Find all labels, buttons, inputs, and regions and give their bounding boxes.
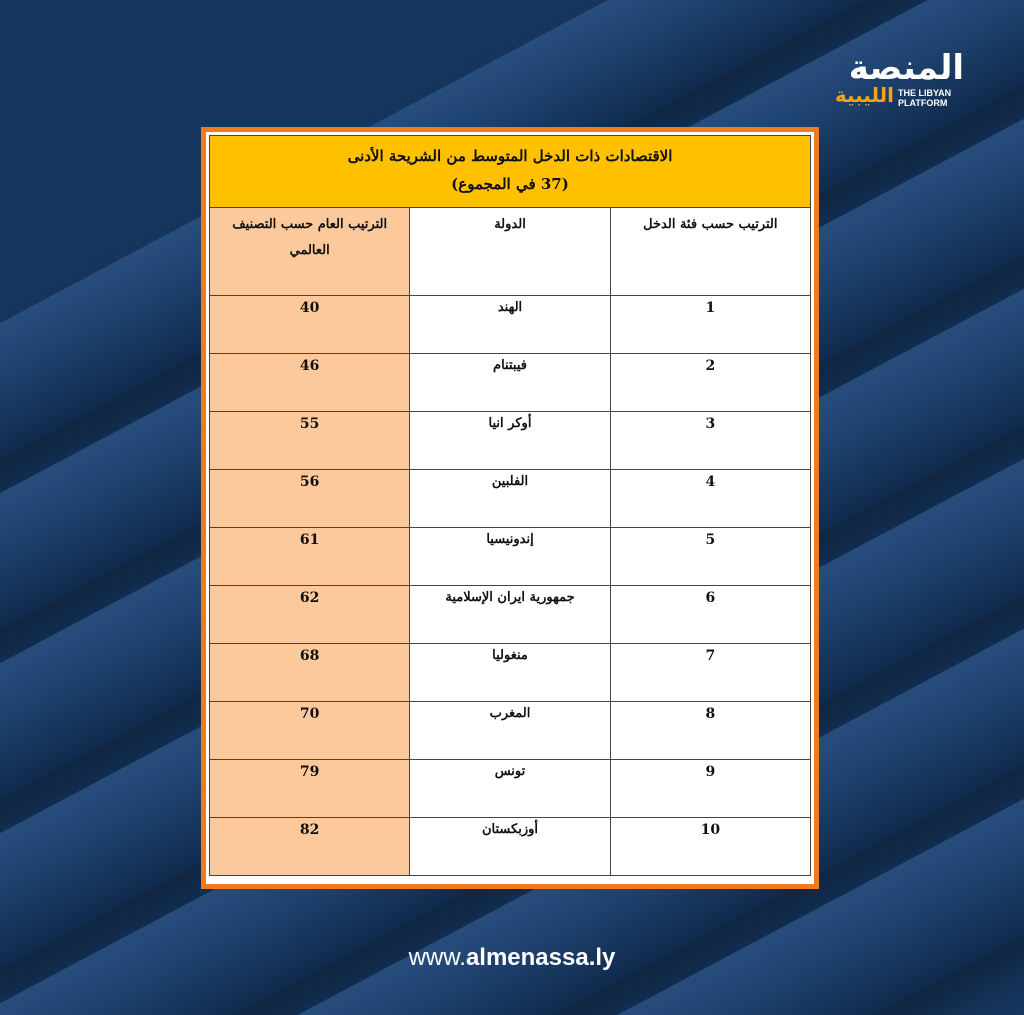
- table-row: [210, 528, 811, 586]
- header-income-rank: الترتيب حسب فئة الدخل: [610, 208, 810, 296]
- income-rank-cell: 6: [610, 586, 810, 644]
- url-suffix: .ly: [588, 944, 616, 971]
- table-row: [210, 412, 811, 470]
- global-rank-cell: 82: [210, 818, 410, 876]
- global-rank-cell: 55: [210, 412, 410, 470]
- country-cell: تونس: [410, 760, 610, 818]
- table-row: [210, 586, 811, 644]
- country-cell: الفلبين: [410, 470, 610, 528]
- income-rank-cell: 3: [610, 412, 810, 470]
- country-cell: أوكر انيا: [410, 412, 610, 470]
- global-rank-cell: 61: [210, 528, 410, 586]
- country-cell: أوزبكستان: [410, 818, 610, 876]
- url-prefix: www.: [408, 944, 466, 971]
- income-rank-cell: 5: [610, 528, 810, 586]
- country-cell: جمهورية ايران الإسلامية: [410, 586, 610, 644]
- table-row: [210, 702, 811, 760]
- logo-arabic-top: المنصة: [848, 48, 964, 88]
- global-rank-cell: 40: [210, 296, 410, 354]
- logo-arabic-bottom: الليبية: [834, 83, 894, 107]
- global-rank-cell: 79: [210, 760, 410, 818]
- url-domain: almenassa: [465, 944, 589, 971]
- brand-logo: [806, 48, 966, 112]
- global-rank-cell: 70: [210, 702, 410, 760]
- income-rank-cell: 4: [610, 470, 810, 528]
- table-title: [210, 136, 811, 208]
- income-rank-cell: 1: [610, 296, 810, 354]
- country-cell: إندونيسيا: [410, 528, 610, 586]
- income-rank-cell: 2: [610, 354, 810, 412]
- table-row: [210, 354, 811, 412]
- table-frame: [201, 127, 819, 889]
- table-row: [210, 470, 811, 528]
- income-rank-cell: 7: [610, 644, 810, 702]
- income-rank-cell: 10: [610, 818, 810, 876]
- logo-english: THE LIBYAN PLATFORM: [898, 88, 952, 108]
- global-rank-cell: 68: [210, 644, 410, 702]
- table-row: [210, 818, 811, 876]
- income-rank-cell: 9: [610, 760, 810, 818]
- website-url[interactable]: [0, 944, 1024, 972]
- country-cell: فيبتنام: [410, 354, 610, 412]
- income-ranking-table: [209, 135, 811, 876]
- country-cell: المغرب: [410, 702, 610, 760]
- income-rank-cell: 8: [610, 702, 810, 760]
- table-row: [210, 296, 811, 354]
- table-row: [210, 760, 811, 818]
- table-title-line2: (37 في المجموع): [451, 175, 569, 193]
- table-title-line1: الاقتصادات ذات الدخل المتوسط من الشريحة الأدنى: [347, 147, 673, 165]
- global-rank-cell: 56: [210, 470, 410, 528]
- country-cell: الهند: [410, 296, 610, 354]
- global-rank-cell: 46: [210, 354, 410, 412]
- header-global-rank: الترتيب العام حسب التصنيف العالمي: [210, 208, 410, 296]
- header-country: الدولة: [410, 208, 610, 296]
- country-cell: منغوليا: [410, 644, 610, 702]
- global-rank-cell: 62: [210, 586, 410, 644]
- table-row: [210, 644, 811, 702]
